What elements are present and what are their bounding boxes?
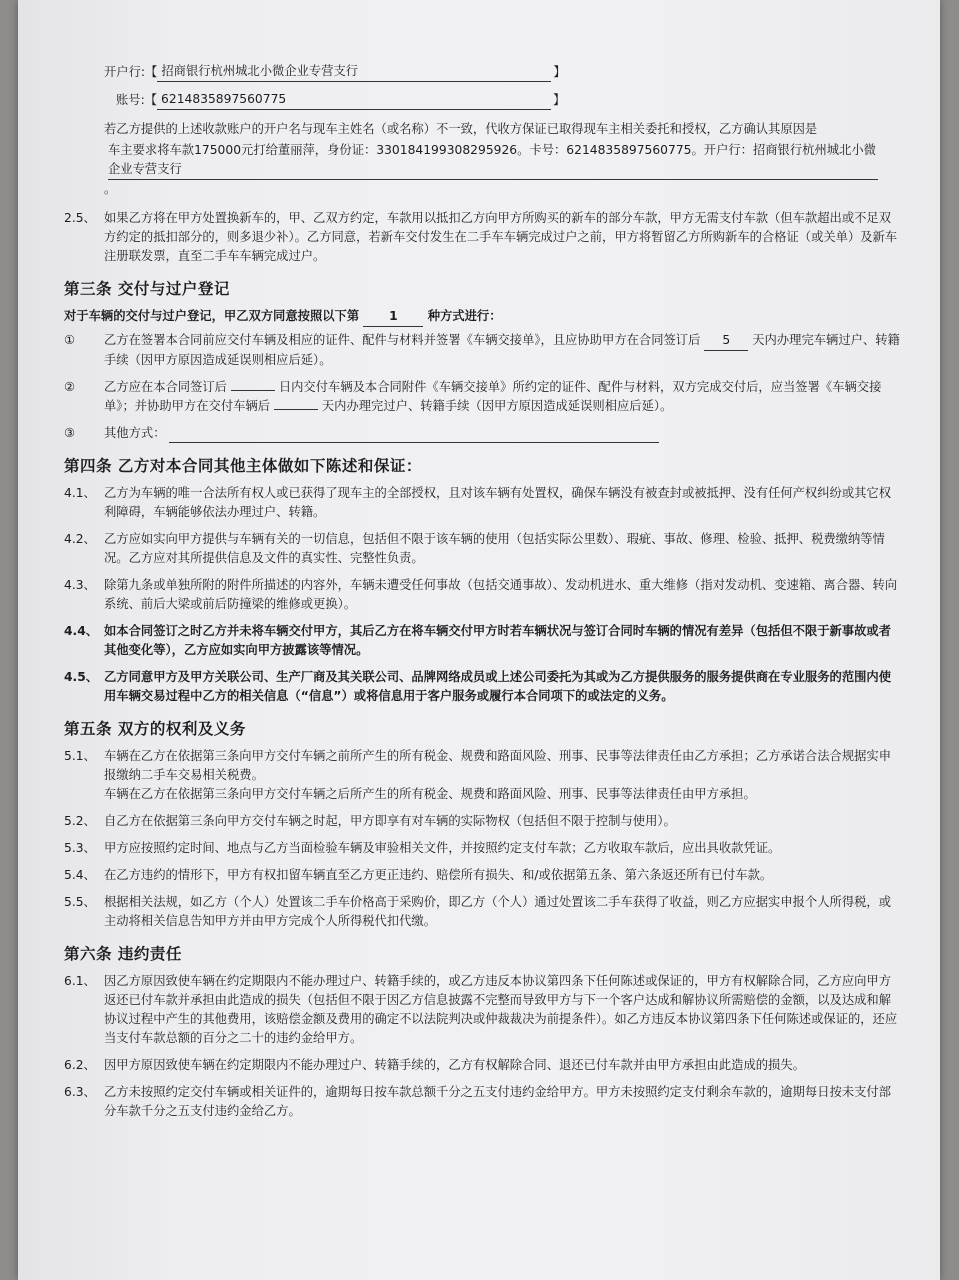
option-3 (60, 424, 900, 443)
clause-5-1 (60, 747, 900, 804)
clause-number: 5.5、 (64, 895, 96, 909)
clause-5-3 (60, 839, 900, 858)
clause-text: 自乙方在依据第三条向甲方交付车辆之时起，甲方即享有对车辆的实际物权（包括但不限于控制与使用）。 (104, 814, 676, 828)
option-mark: ① (64, 333, 76, 347)
clause-4-3 (60, 576, 900, 614)
clause-number: 4.5、 (64, 670, 99, 684)
clause-number: 4.2、 (64, 532, 96, 546)
clause-6-2 (60, 1056, 900, 1075)
clause-number: 5.2、 (64, 814, 96, 828)
option-1-days-field: 5 (704, 331, 748, 351)
option-mark: ③ (64, 426, 76, 440)
clause-number: 4.4、 (64, 624, 99, 638)
option-2-text-a: 乙方应在本合同签订后 (104, 380, 227, 394)
clause-text: 车辆在乙方在依据第三条向甲方交付车辆之前所产生的所有税金、规费和路面风险、刑事、民事等法律责任由乙方承担；乙方承诺合法合规据实申报缴纳二手车交易相关税费。 (104, 749, 892, 782)
clause-number: 2.5、 (64, 211, 96, 225)
clause-text: 乙方应如实向甲方提供与车辆有关的一切信息，包括但不限于该车辆的使用（包括实际公里数）、瑕疵、事故、修理、检验、抵押、税费缴纳等情况。乙方应对其所提供信息及文件的真实性、完整性负责。 (104, 532, 885, 565)
account-value: 6214835897560775 (157, 90, 551, 110)
clause-number: 5.3、 (64, 841, 96, 855)
clause-5-2 (60, 812, 900, 831)
clause-text: 在乙方违约的情形下，甲方有权扣留车辆直至乙方更正违约、赔偿所有损失、和/或依据第五条、第六条返还所有已付车款。 (104, 868, 773, 882)
clause-4-5 (60, 668, 900, 706)
clause-text: 乙方未按照约定交付车辆或相关证件的，逾期每日按车款总额千分之五支付违约金给甲方。甲方未按照约定支付剩余车款的，逾期每日按未支付部分车款千分之五支付违约金给乙方。 (104, 1085, 892, 1118)
option-2-days-field-b (274, 409, 318, 410)
clause-text-continued: 车辆在乙方在依据第三条向甲方交付车辆之后所产生的所有税金、规费和路面风险、刑事、民事等法律责任由甲方承担。 (104, 787, 756, 801)
bracket-close: 】 (553, 93, 566, 107)
clause-5-5 (60, 893, 900, 931)
clause-text: 除第九条或单独所附的附件所描述的内容外，车辆未遭受任何事故（包括交通事故）、发动机进水、重大维修（指对发动机、变速箱、离合器、转向系统、前后大梁或前后防撞梁的维修或更换）。 (104, 578, 898, 611)
bank-value: 招商银行杭州城北小微企业专营支行 (157, 62, 551, 82)
clause-text: 乙方同意甲方及甲方关联公司、生产厂商及其关联公司、品牌网络成员或上述公司委托为其或为乙方提供服务的服务提供商在专业服务的范围内使用车辆交易过程中乙方的相关信息（“信息”）或将信息用于客户服务或履行本合同项下的或法定的义务。 (104, 670, 892, 703)
section-6-title: 第六条 违约责任 (64, 945, 182, 963)
clause-text: 乙方为车辆的唯一合法所有权人或已获得了现车主的全部授权，且对该车辆有处置权，确保车辆没有被查封或被抵押、没有任何产权纠纷或其它权利障碍，车辆能够依法办理过户、转籍。 (104, 486, 892, 519)
bank-label: 开户行:【 (104, 65, 158, 79)
section-3-intro (64, 307, 900, 327)
clause-number: 6.2、 (64, 1058, 96, 1072)
intro-text-b: 种方式进行： (427, 309, 502, 323)
bracket-close: 】 (553, 65, 566, 79)
account-label: 账号:【 (116, 93, 158, 107)
clause-text: 甲方应按照约定时间、地点与乙方当面检验车辆及审验相关文件，并按照约定支付车款；乙方收取车款后，应出具收款凭证。 (104, 841, 781, 855)
clause-4-4 (60, 622, 900, 660)
notice-text: 若乙方提供的上述收款账户的开户名与现车主姓名（或名称）不一致，代收方保证已取得现车主相关委托和授权，乙方确认其原因是 (104, 122, 818, 136)
section-5-title: 第五条 双方的权利及义务 (64, 720, 246, 738)
section-3-title: 第三条 交付与过户登记 (64, 280, 230, 298)
clause-number: 4.1、 (64, 486, 96, 500)
intro-text-a: 对于车辆的交付与过户登记，甲乙双方同意按照以下第 (64, 309, 360, 323)
clause-6-1 (60, 972, 900, 1048)
clause-text: 因甲方原因致使车辆在约定期限内不能办理过户、转籍手续的，乙方有权解除合同、退还已付车款并由甲方承担由此造成的损失。 (104, 1058, 805, 1072)
option-2-text-c: 天内办理完过户、转籍手续（因甲方原因造成延误则相应后延）。 (321, 399, 673, 413)
contract-content (60, 62, 900, 1129)
clause-text: 因乙方原因致使车辆在约定期限内不能办理过户、转籍手续的，或乙方违反本协议第四条下任何陈述或保证的，甲方有权解除合同，乙方应向甲方返还已付车款并承担由此造成的损失（包括但不限于因乙方信息披露不完整而导致甲方与下一个客户达成和解协议所需赔偿的金额，以及达成和解协议过程中产生的其他费用，该赔偿金额及费用的确定不以法院判决或仲裁裁决为前提条件）。如乙方违反本协议第四条下任何陈述或保证的，还应当支付车款总额的百分之二十的违约金给甲方。 (104, 974, 898, 1045)
option-2-days-field-a (231, 390, 275, 391)
owner-request-text: 车主要求将车款175000元打给董丽萍，身份证：330184199308295926。卡号：6214835897560775。开户行：招商银行杭州城北小微企业专营支行 (108, 141, 878, 180)
section-4-title: 第四条 乙方对本合同其他主体做如下陈述和保证： (64, 457, 422, 475)
option-mark: ② (64, 380, 76, 394)
bank-name-row (104, 62, 900, 82)
clause-number: 6.1、 (64, 974, 96, 988)
option-2 (60, 378, 900, 416)
clause-text: 根据相关法规，如乙方（个人）处置该二手车价格高于采购价，即乙方（个人）通过处置该二手车获得了收益，则乙方应据实申报个人所得税，或主动将相关信息告知甲方并由甲方完成个人所得税代扣代缴。 (104, 895, 892, 928)
other-method-field (169, 428, 659, 443)
clause-number: 4.3、 (64, 578, 96, 592)
option-1 (60, 331, 900, 370)
clause-text: 如果乙方将在甲方处置换新车的，甲、乙双方约定，车款用以抵扣乙方向甲方所购买的新车的部分车款，甲方无需支付车款（但车款超出或不足双方约定的抵扣部分的，则多退少补）。乙方同意，若新车交付发生在二手车车辆完成过户之前，甲方将暂留乙方所购新车的合格证（或关单）及新车注册联发票，直至二手车车辆完成过户。 (104, 211, 898, 263)
contract-page (18, 0, 940, 1280)
clause-number: 5.4、 (64, 868, 96, 882)
option-1-text-b: 天内办理完车辆过户、转籍手续（因甲方原因造成延误则相应后延）。 (104, 333, 900, 367)
option-3-label: 其他方式： (104, 426, 166, 440)
clause-number: 5.1、 (64, 749, 96, 763)
option-2-text-b: 日内交付车辆及本合同附件《车辆交接单》所约定的证件、配件与材料，双方完成交付后，应当签署《车辆交接单》；并协助甲方在交付车辆后 (104, 380, 882, 413)
clause-5-4 (60, 866, 900, 885)
clause-6-3 (60, 1083, 900, 1121)
clause-2-5 (60, 209, 900, 266)
period-mark: 。 (104, 182, 117, 196)
method-number-field: 1 (363, 307, 423, 327)
clause-text: 如本合同签订之时乙方并未将车辆交付甲方，其后乙方在将车辆交付甲方时若车辆状况与签订合同时车辆的情况有差异（包括但不限于新事故或者其他变化等），乙方应如实向甲方披露该等情况。 (104, 624, 892, 657)
clause-4-1 (60, 484, 900, 522)
clause-number: 6.3、 (64, 1085, 96, 1099)
account-number-row (116, 90, 900, 110)
option-1-text-a: 乙方在签署本合同前应交付车辆及相应的证件、配件与材料并签署《车辆交接单》，且应协助甲方在合同签订后 (104, 333, 701, 347)
clause-4-2 (60, 530, 900, 568)
